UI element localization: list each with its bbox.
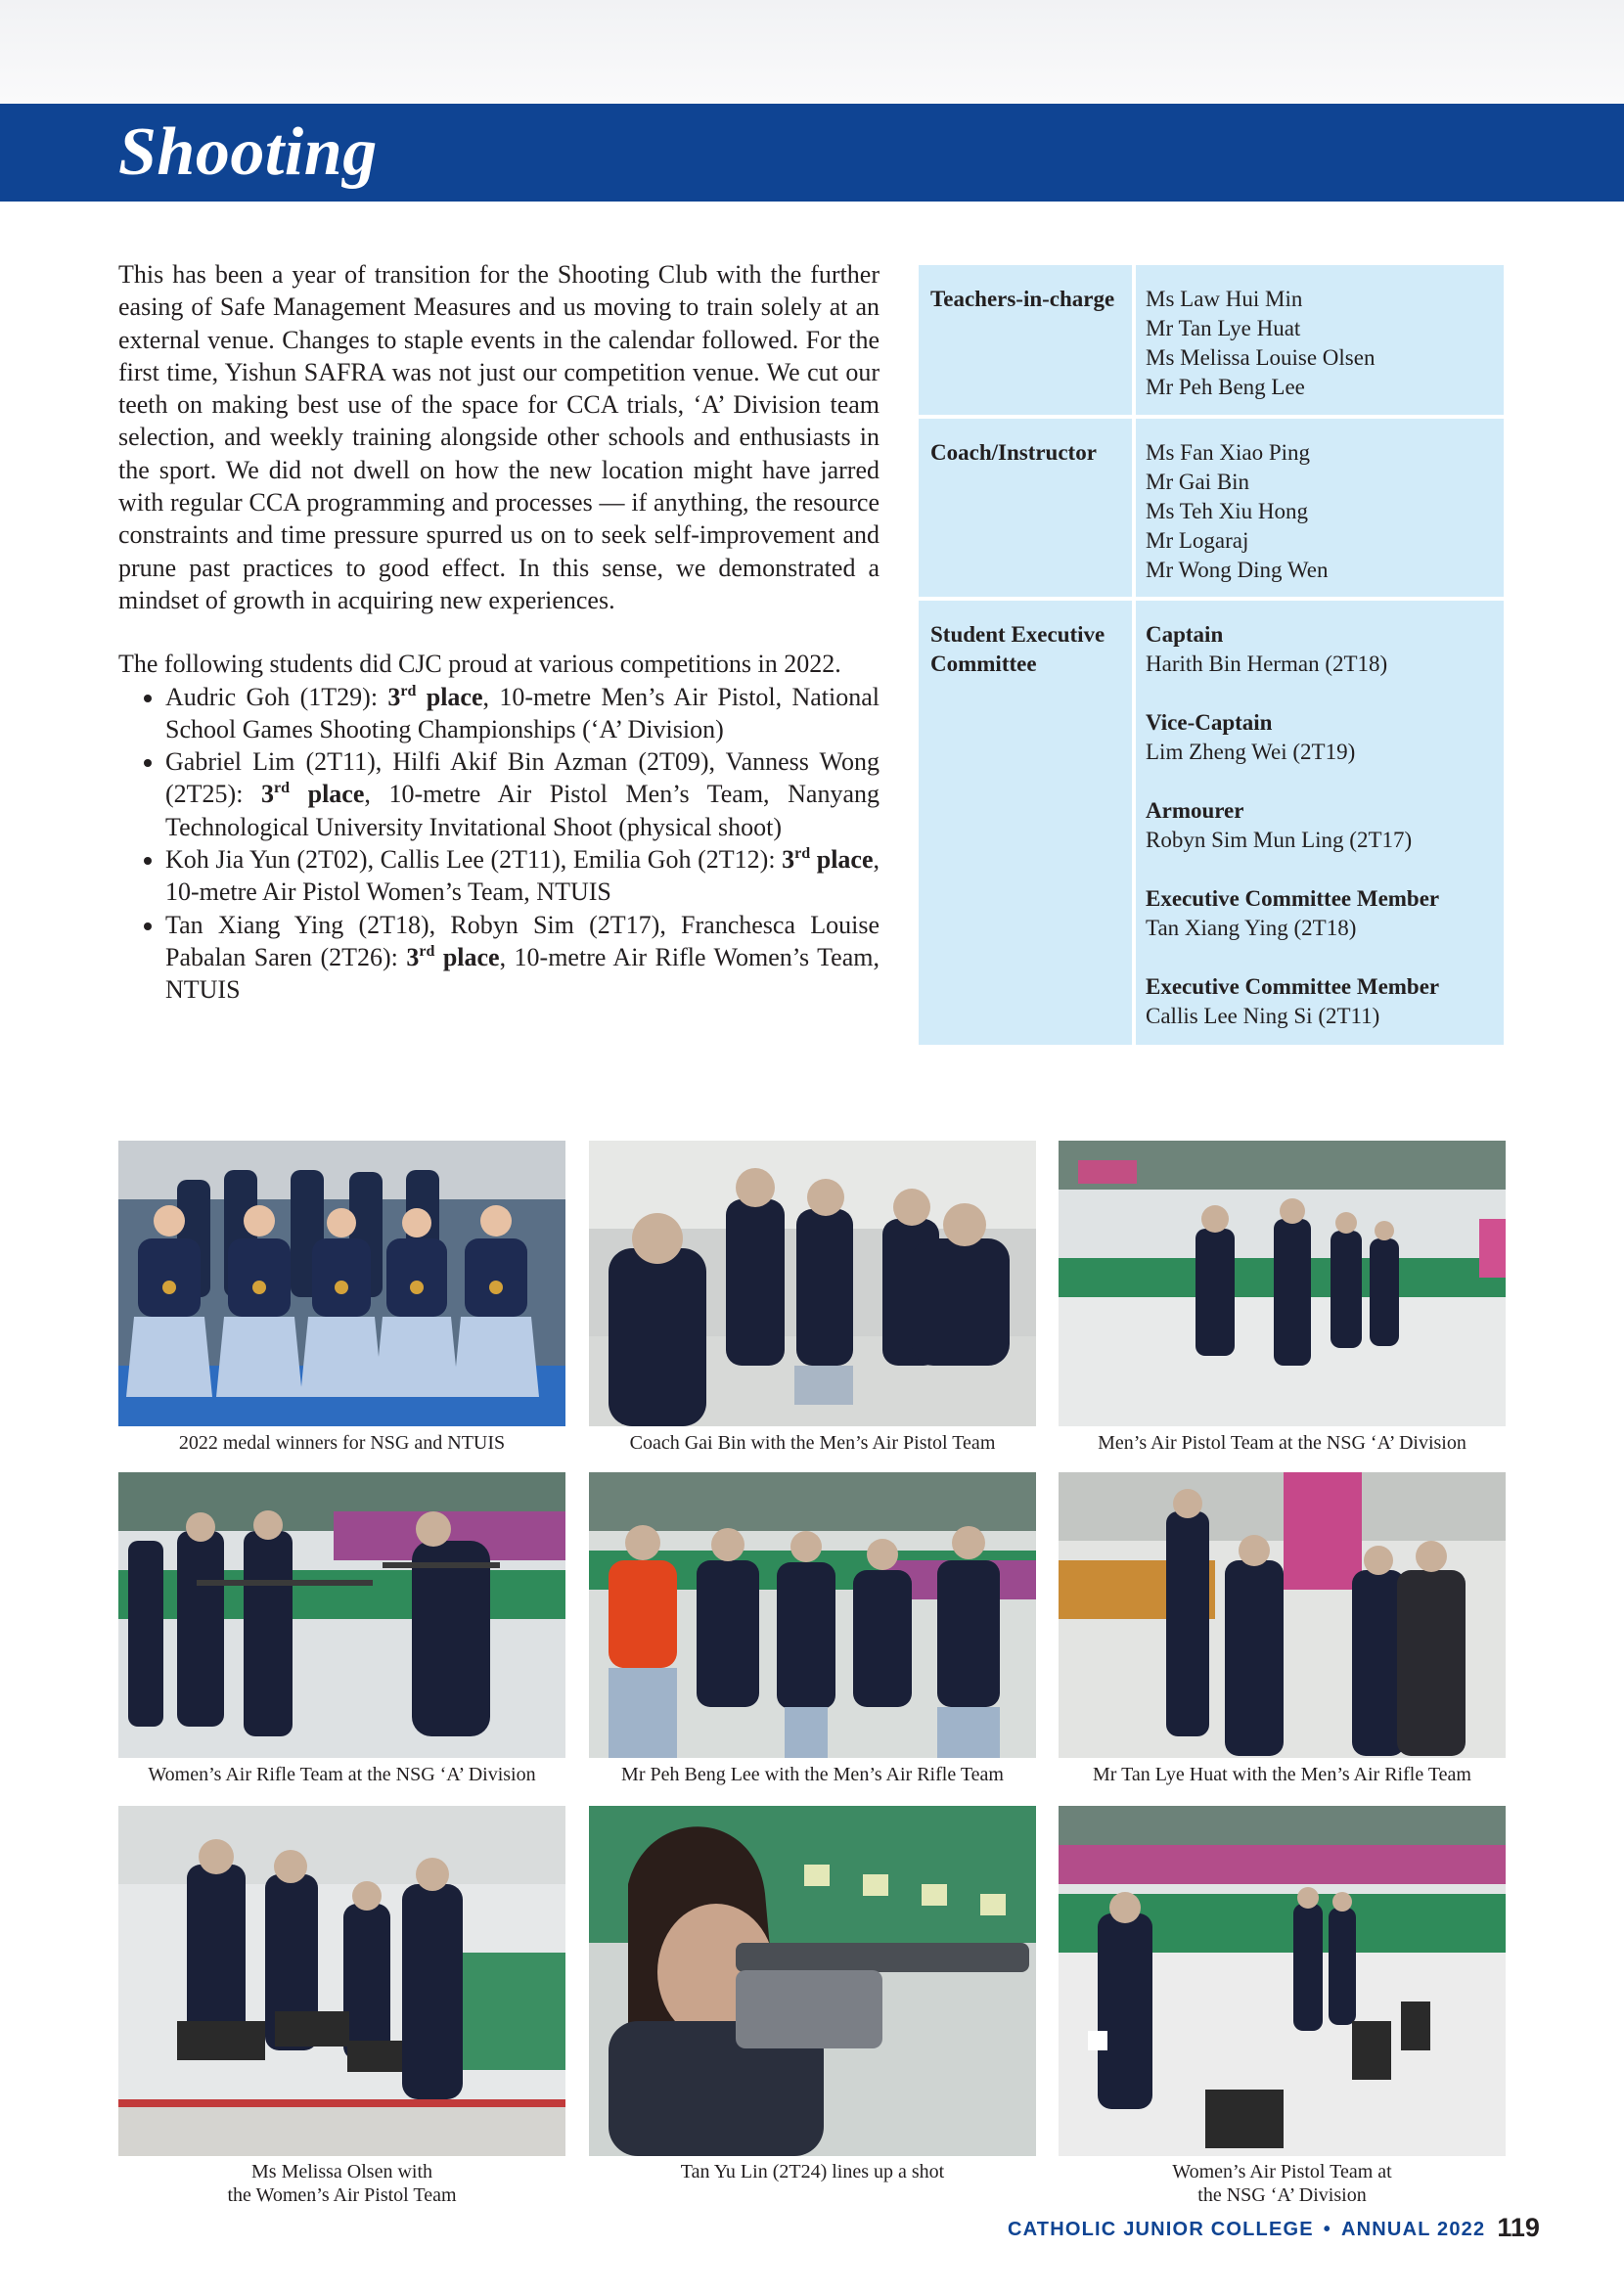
achievement-item: • Gabriel Lim (2T11), Hilfi Akif Bin Azman (2T09), Vanness Wong (2T25): 3rd place, 10-metre Air Pistol Men’s Team, Nanyang Technological University Invitational Shoot (physical shoot) — [165, 745, 880, 843]
exco-member: Vice-Captain Lim Zheng Wei (2T19) — [1146, 710, 1356, 764]
photo-melissa-olsen — [118, 1806, 565, 2156]
photo-coach-gai-bin — [589, 1141, 1036, 1426]
page-title: Shooting — [118, 114, 378, 190]
photo-tan-lye-huat — [1059, 1472, 1506, 1758]
photo-peh-beng-lee — [589, 1472, 1036, 1758]
photo-caption: Women’s Air Rifle Team at the NSG ‘A’ Division — [148, 1764, 536, 1785]
exco-member: Executive Committee Member Tan Xiang Ying (2T18) — [1146, 886, 1440, 940]
coach-name: Mr Gai Bin — [1146, 470, 1250, 494]
coach-name: Ms Teh Xiu Hong — [1146, 499, 1308, 523]
page-number: 119 — [1497, 2213, 1540, 2242]
exco-list — [1136, 601, 1504, 1045]
photo-caption: 2022 medal winners for NSG and NTUIS — [178, 1432, 506, 1454]
article-body — [118, 258, 880, 1007]
photo-mens-pistol-nsg — [1059, 1141, 1506, 1426]
teacher-name: Mr Peh Beng Lee — [1146, 375, 1305, 399]
photo-caption: Ms Melissa Olsen with the Women’s Air Pistol Team — [227, 2161, 457, 2206]
intro-paragraph: This has been a year of transition for the Shooting Club with the further easing of Safe Management Measures and us moving to train solely at an external venue. Changes to staple events in the calendar followed. For the first time, Yishun SAFRA was not just our competition venue. We cut our teeth on making best use of the space for CCA trials, ‘A’ Division team selection, and weekly training alongside other schools and enthusiasts in the sport. We did not dwell on how the new location might have jarred with regular CCA programming and processes — if anything, the resource constraints and time pressure spurred us on to seek self-improvement and prune past practices to good effect. In this sense, we demonstrated a mindset of growth in acquiring new experiences. — [118, 260, 880, 614]
coach-name: Mr Logaraj — [1146, 528, 1249, 553]
teachers-list — [1136, 265, 1504, 415]
exco-member: Executive Committee Member Callis Lee Ning Si (2T11) — [1146, 974, 1440, 1028]
page-footer — [1008, 2213, 1540, 2243]
achievement-item: • Koh Jia Yun (2T02), Callis Lee (2T11), Emilia Goh (2T12): 3rd place, 10-metre Air Pistol Women’s Team, NTUIS — [165, 843, 880, 909]
footer-separator: • — [1323, 2219, 1331, 2240]
photo-caption: Women’s Air Pistol Team at the NSG ‘A’ Division — [1172, 2161, 1392, 2206]
photo-caption: Men’s Air Pistol Team at the NSG ‘A’ Division — [1098, 1432, 1466, 1454]
teacher-name: Ms Melissa Louise Olsen — [1146, 345, 1376, 370]
photo-caption: Mr Peh Beng Lee with the Men’s Air Rifle Team — [621, 1764, 1004, 1785]
achievement-item: • Audric Goh (1T29): 3rd place, 10-metre Men’s Air Pistol, National School Games Shooting Championships (‘A’ Division) — [165, 681, 880, 746]
photo-medal-winners — [118, 1141, 565, 1426]
photo-tan-yu-lin — [589, 1806, 1036, 2156]
photo-caption: Tan Yu Lin (2T24) lines up a shot — [680, 2161, 945, 2182]
photo-womens-rifle-nsg — [118, 1472, 565, 1758]
photo-caption: Mr Tan Lye Huat with the Men’s Air Rifle Team — [1093, 1764, 1471, 1785]
exco-label: Student Executive Committee — [919, 601, 1132, 1045]
coach-name: Mr Wong Ding Wen — [1146, 558, 1329, 582]
achievements-lead: The following students did CJC proud at various competitions in 2022. — [118, 650, 841, 679]
teacher-name: Ms Law Hui Min — [1146, 287, 1303, 311]
photo-caption: Coach Gai Bin with the Men’s Air Pistol Team — [629, 1432, 996, 1454]
page-top-margin — [0, 0, 1624, 104]
achievements-list — [118, 681, 880, 1007]
photo-womens-pistol-nsg — [1059, 1806, 1506, 2156]
coach-list — [1136, 419, 1504, 597]
exco-member: Captain Harith Bin Herman (2T18) — [1146, 622, 1388, 676]
publication-name: CATHOLIC JUNIOR COLLEGE — [1008, 2219, 1314, 2240]
teacher-name: Mr Tan Lye Huat — [1146, 316, 1301, 340]
committee-table — [919, 265, 1504, 1045]
publication-issue: ANNUAL 2022 — [1341, 2219, 1486, 2240]
section-title-band — [0, 104, 1624, 202]
teachers-label: Teachers-in-charge — [919, 265, 1132, 415]
coach-label: Coach/Instructor — [919, 419, 1132, 597]
coach-name: Ms Fan Xiao Ping — [1146, 440, 1311, 465]
achievement-item: • Tan Xiang Ying (2T18), Robyn Sim (2T17), Franchesca Louise Pabalan Saren (2T26): 3rd place, 10-metre Air Rifle Women’s Team, NTUIS — [165, 909, 880, 1007]
exco-member: Armourer Robyn Sim Mun Ling (2T17) — [1146, 798, 1413, 852]
